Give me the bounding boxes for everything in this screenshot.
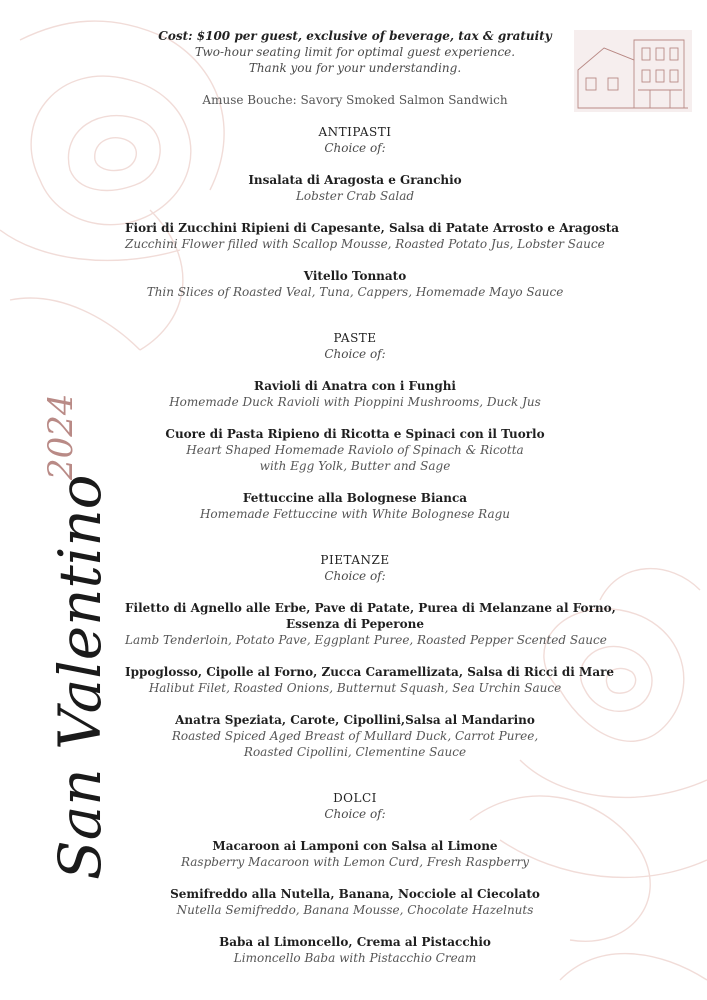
- dish-name: Filetto di Agnello alle Erbe, Pave di Patate, Purea di Melanzane al Forno,: [125, 601, 616, 615]
- choice-label: Choice of:: [324, 569, 386, 583]
- choice-label: Choice of:: [324, 141, 386, 155]
- dish-desc: Heart Shaped Homemade Raviolo of Spinach & Ricotta: [186, 443, 524, 457]
- script-title-decor: [0, 0, 140, 1000]
- section-title-dolci: DOLCI: [333, 791, 377, 805]
- dish-desc: Raspberry Macaroon with Lemon Curd, Fresh Raspberry: [180, 855, 530, 869]
- dish-name: Ravioli di Anatra con i Funghi: [254, 379, 456, 393]
- dish-name: Anatra Speziata, Carote, Cipollini,Salsa al Mandarino: [175, 713, 535, 727]
- dish-desc: Limoncello Baba with Pistacchio Cream: [233, 951, 477, 965]
- dish-name: Fiori di Zucchini Ripieni di Capesante, Salsa di Patate Arrosto e Aragosta: [125, 221, 620, 235]
- dish-desc: Lobster Crab Salad: [295, 189, 415, 203]
- section-title-pietanze: PIETANZE: [320, 553, 390, 567]
- dish-desc: Roasted Cipollini, Clementine Sauce: [243, 745, 467, 759]
- dish-desc: Homemade Duck Ravioli with Pioppini Mushrooms, Duck Jus: [169, 395, 541, 409]
- dish-desc: Roasted Spiced Aged Breast of Mullard Duck, Carrot Puree,: [171, 729, 539, 743]
- dish-desc: Thin Slices of Roasted Veal, Tuna, Cappers, Homemade Mayo Sauce: [146, 285, 564, 299]
- dish-desc: with Egg Yolk, Butter and Sage: [259, 459, 451, 473]
- dish-desc: Halibut Filet, Roasted Onions, Butternut Squash, Sea Urchin Sauce: [148, 681, 562, 695]
- dish-desc: Zucchini Flower filled with Scallop Mousse, Roasted Potato Jus, Lobster Sauce: [125, 237, 605, 251]
- dish-name: Essenza di Peperone: [286, 617, 424, 631]
- dish-desc: Lamb Tenderloin, Potato Pave, Eggplant Puree, Roasted Pepper Scented Sauce: [125, 633, 607, 647]
- dish-name: Macaroon ai Lamponi con Salsa al Limone: [212, 839, 498, 853]
- dish-name: Ippoglosso, Cipolle al Forno, Zucca Caramellizata, Salsa di Ricci di Mare: [125, 665, 615, 679]
- menu-body: [125, 28, 620, 966]
- amuse-bouche: Amuse Bouche: Savory Smoked Salmon Sandwich: [202, 93, 508, 107]
- script-title: San Valentino: [46, 474, 114, 880]
- choice-label: Choice of:: [324, 347, 386, 361]
- choice-label: Choice of:: [324, 807, 386, 821]
- restaurant-sketch-image: [574, 30, 692, 112]
- year-label: 2024: [41, 393, 81, 480]
- seating-line: Two-hour seating limit for optimal guest experience.: [194, 45, 516, 59]
- thanks-line: Thank you for your understanding.: [248, 61, 462, 75]
- cost-line: Cost: $100 per guest, exclusive of beverage, tax & gratuity: [158, 29, 552, 43]
- dish-desc: Homemade Fettuccine with White Bolognese Ragu: [199, 507, 511, 521]
- dish-name: Insalata di Aragosta e Granchio: [248, 173, 462, 187]
- dish-name: Baba al Limoncello, Crema al Pistacchio: [219, 935, 491, 949]
- dish-name: Vitello Tonnato: [303, 269, 407, 283]
- dish-name: Fettuccine alla Bolognese Bianca: [242, 491, 468, 505]
- dish-desc: Nutella Semifreddo, Banana Mousse, Chocolate Hazelnuts: [176, 903, 534, 917]
- dish-name: Cuore di Pasta Ripieno di Ricotta e Spinaci con il Tuorlo: [165, 427, 545, 441]
- section-title-antipasti: ANTIPASTI: [318, 125, 392, 139]
- dish-name: Semifreddo alla Nutella, Banana, Nocciole al Ciecolato: [170, 887, 540, 901]
- section-title-paste: PASTE: [333, 331, 377, 345]
